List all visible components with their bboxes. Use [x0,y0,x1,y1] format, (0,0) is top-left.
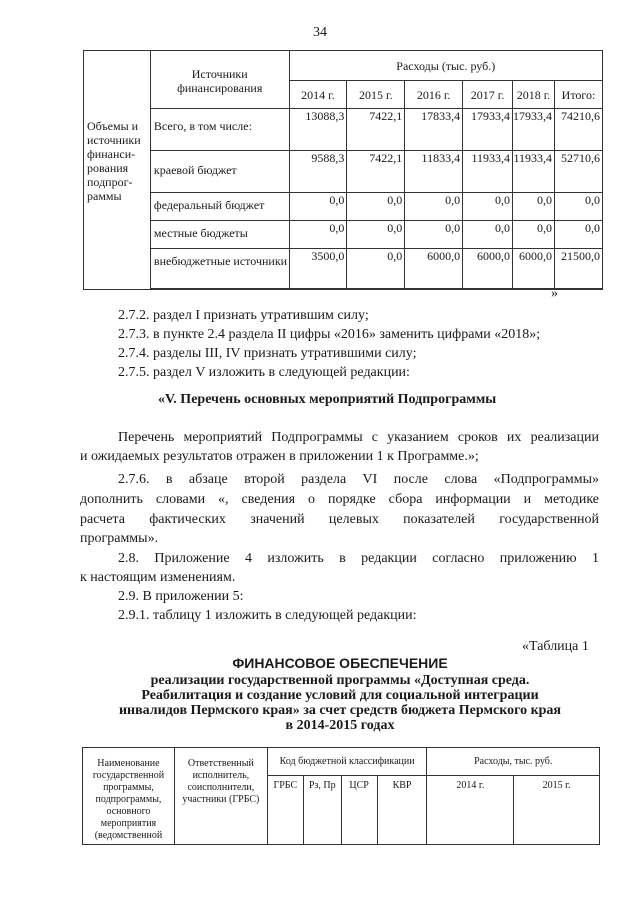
value-cell: 9588,3 [289,151,347,193]
year-header: 2018 г. [513,81,555,109]
year-header: 2014 г. [289,81,347,109]
year-header: 2015 г. [347,81,405,109]
value-cell: 52710,6 [555,151,603,193]
text-line: 2.7.2. раздел I признать утратившим силу; [118,308,369,323]
financing-title: ФИНАНСОВОЕ ОБЕСПЕЧЕНИЕ [232,655,448,671]
value-cell: 17833,4 [405,109,463,151]
text-line: дополнить словами «, сведения о порядке сбора информации и методике [80,492,599,507]
funding-left-label: Объемы и источники финанси-рования подпрог-раммы [84,51,151,290]
subheader-2015: 2015 г. [514,776,600,845]
value-cell: 0,0 [289,221,347,249]
subheader-grbs: ГРБС [267,776,303,845]
row-label: краевой бюджет [150,151,289,193]
expenses-header: Расходы (тыс. руб.) [289,51,602,81]
value-cell: 0,0 [347,249,405,289]
value-cell: 11933,4 [513,151,555,193]
subprogram-funding-table [83,50,603,290]
year-header: 2017 г. [463,81,513,109]
total-header: Итого: [555,81,603,109]
value-cell: 0,0 [289,193,347,221]
value-cell: 7422,1 [347,109,405,151]
value-cell: 0,0 [463,193,513,221]
text-line: и ожидаемых результатов отражен в приложении 1 к Программе.»; [80,449,479,464]
text-line: 2.7.6. в абзаце второй раздела VI после слова «Подпрограммы» [118,472,599,487]
text-line: 2.7.5. раздел V изложить в следующей редакции: [118,365,410,380]
value-cell: 0,0 [463,221,513,249]
subheader-csr: ЦСР [341,776,377,845]
row-label: местные бюджеты [150,221,289,249]
table-row [84,193,603,221]
table-row [84,109,603,151]
sources-header: Источники финансирования [150,51,289,109]
value-cell: 7422,1 [347,151,405,193]
value-cell: 6000,0 [513,249,555,289]
row-label: Всего, в том числе: [150,109,289,151]
financing-subtitle-4: в 2014-2015 годах [285,718,395,733]
value-cell: 0,0 [405,193,463,221]
col-header-name: Наименование государственной программы, подпрограммы, основного мероприятия (ведомственной [83,748,175,845]
table-label: «Таблица 1 [522,639,589,654]
financing-subtitle-2: Реабилитация и создание условий для социальной интеграции [141,688,539,703]
financing-subtitle-1: реализации государственной программы «Доступная среда. [150,673,530,688]
value-cell: 17933,4 [463,109,513,151]
subheader-kvr: КВР [377,776,427,845]
section-heading: «V. Перечень основных мероприятий Подпрограммы [158,392,497,407]
value-cell: 0,0 [405,221,463,249]
value-cell: 0,0 [347,221,405,249]
text-line: расчета фактических значений целевых показателей государственной [80,512,599,527]
col-header-expenses: Расходы, тыс. руб. [427,748,600,776]
financing-table [82,747,600,845]
value-cell: 3500,0 [289,249,347,289]
value-cell: 0,0 [347,193,405,221]
closing-quote: » [551,286,558,301]
text-line: 2.9.1. таблицу 1 изложить в следующей редакции: [118,608,417,623]
text-line: 2.9. В приложении 5: [118,589,244,604]
value-cell: 0,0 [513,221,555,249]
year-header: 2016 г. [405,81,463,109]
text-line: 2.7.3. в пункте 2.4 раздела II цифры «2016» заменить цифрами «2018»; [118,327,541,342]
value-cell: 11933,4 [463,151,513,193]
row-label: внебюджетные источники [150,249,289,289]
text-line: программы». [80,531,159,546]
value-cell: 13088,3 [289,109,347,151]
table-row [84,151,603,193]
table-row [84,221,603,249]
value-cell: 0,0 [555,193,603,221]
page-number: 34 [313,25,327,40]
col-header-budget-code: Код бюджетной классификации [267,748,427,776]
col-header-responsible: Ответственный исполнитель, соисполнители, участники (ГРБС) [174,748,267,845]
value-cell: 0,0 [513,193,555,221]
text-line: 2.8. Приложение 4 изложить в редакции согласно приложению 1 [118,551,599,566]
financing-subtitle-3: инвалидов Пермского края» за счет средств бюджета Пермского края [118,703,562,718]
text-line: 2.7.4. разделы III, IV признать утратившими силу; [118,346,417,361]
value-cell: 0,0 [555,221,603,249]
value-cell: 6000,0 [405,249,463,289]
subheader-rz-pr: Рз, Пр [303,776,341,845]
value-cell: 74210,6 [555,109,603,151]
subheader-2014: 2014 г. [427,776,514,845]
text-line: Перечень мероприятий Подпрограммы с указанием сроков их реализации [118,430,599,445]
value-cell: 11833,4 [405,151,463,193]
value-cell: 17933,4 [513,109,555,151]
table-row [84,249,603,289]
text-line: к настоящим изменениям. [80,570,236,585]
row-label: федеральный бюджет [150,193,289,221]
value-cell: 21500,0 [555,249,603,289]
value-cell: 6000,0 [463,249,513,289]
